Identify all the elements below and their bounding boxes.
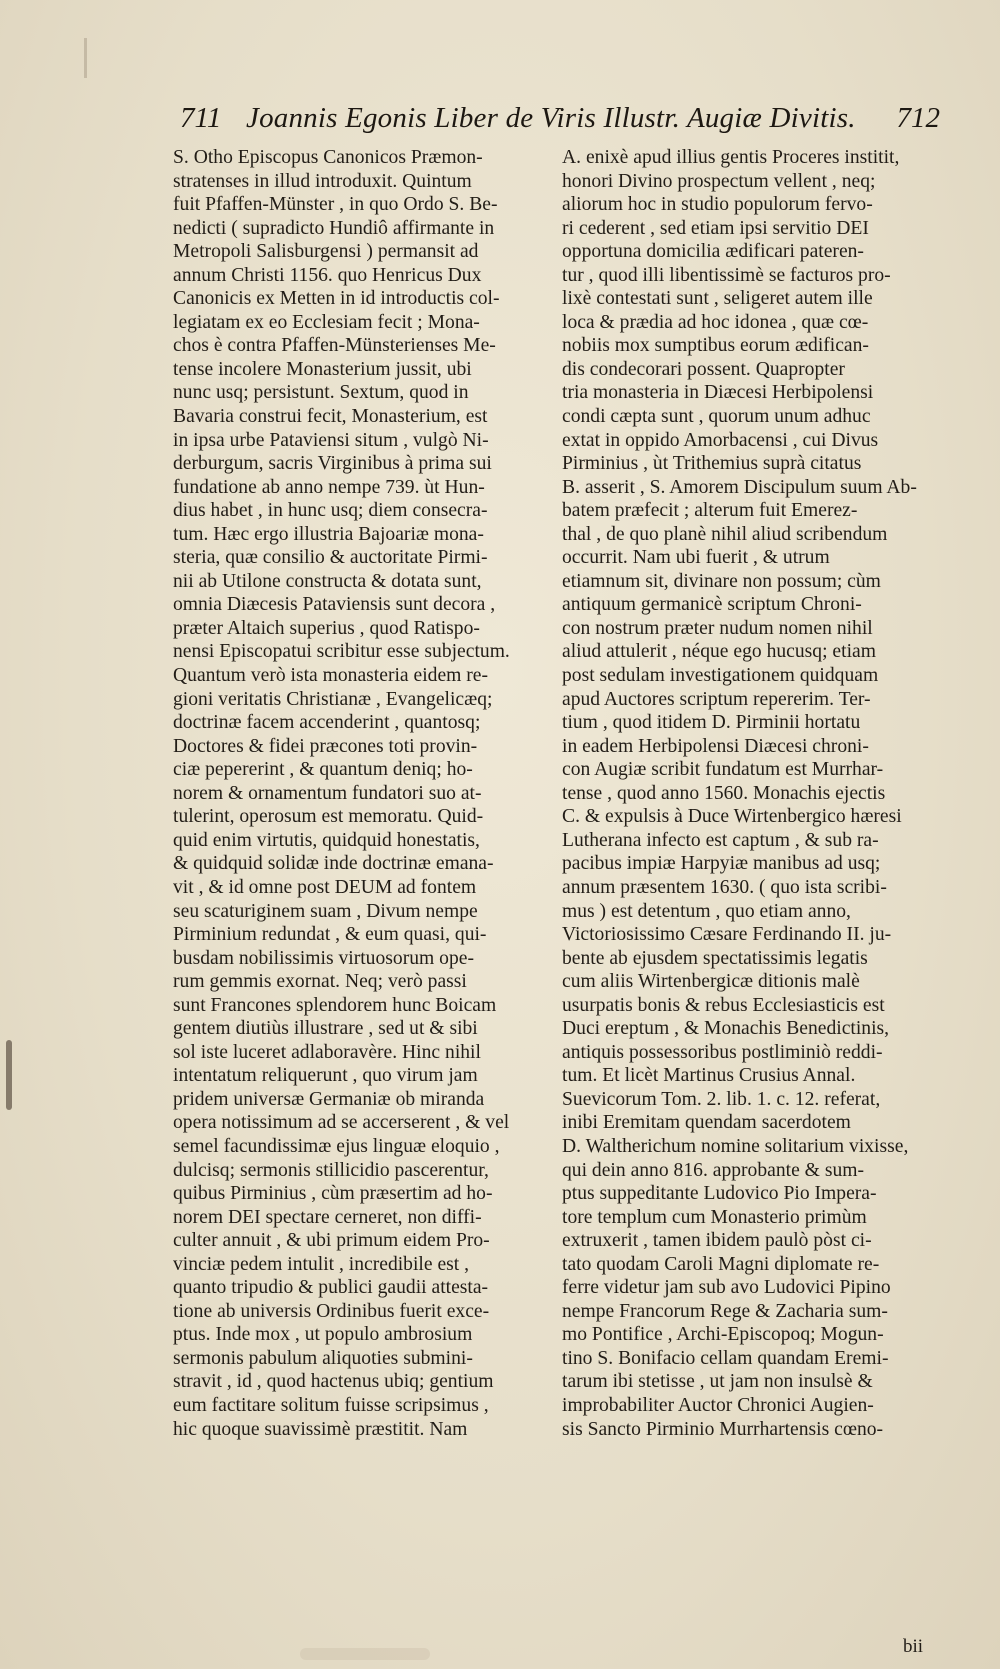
text-line: antiquis possessoribus postliminiò reddi- [562,1041,883,1063]
text-line: eum factitare solitum fuisse scripsimus , [173,1394,489,1416]
text-line: rum gemmis exornat. Neq; verò passi [173,971,467,993]
text-line: inibi Eremitam quendam sacerdotem [562,1112,851,1134]
text-line: tium , quod itidem D. Pirminii hortatu [562,712,861,734]
text-line: ferre videtur jam sub avo Ludovici Pipino [562,1277,891,1299]
text-line: norem & ornamentum fundatori suo at- [173,782,482,804]
text-line: honori Divino prospectum vellent , neq; [562,170,876,192]
text-line: nedicti ( supradicto Hundiô affirmante in [173,217,495,239]
text-line: Victoriosissimo Cæsare Ferdinando II. ju- [562,924,892,946]
text-line: norem DEI spectare cerneret, non diffi- [173,1206,482,1228]
text-line: Pirminius , ùt Trithemius suprà citatus [562,453,862,475]
page-edge-stain [6,1040,12,1110]
text-line: usurpatis bonis & rebus Ecclesiasticis est [562,994,885,1016]
text-line: chos è contra Pfaffen-Münsterienses Me- [173,335,496,357]
text-line: doctrinæ facem accenderint , quantosq; [173,712,481,734]
text-line: & quidquid solidæ inde doctrinæ emana- [173,853,494,875]
text-line: gioni veritatis Christianæ , Evangelicæq; [173,688,493,710]
text-line: Canonicis ex Metten in id introductis col- [173,288,500,310]
text-line: tore templum cum Monasterio primùm [562,1206,867,1228]
text-line: tarum ibi stetisse , ut jam non insulsè & [562,1371,873,1393]
text-line: Bavaria construi fecit, Monasterium, est [173,406,488,428]
page-number-right: 712 [896,102,940,134]
text-line: fuit Pfaffen-Münster , in quo Ordo S. Be- [173,194,498,216]
text-line: thal , de quo planè nihil aliud scribendum [562,523,888,545]
text-line: legiatam ex eo Ecclesiam fecit ; Mona- [173,311,480,333]
text-line: tur , quod illi libentissimè se facturos pro- [562,264,891,286]
text-line: vinciæ pedem intulit , incredibile est , [173,1253,470,1275]
text-line: stravit , id , quod hactenus ubiq; gentium [173,1371,494,1393]
text-line: mus ) est detentum , quo etiam anno, [562,900,851,922]
text-line: tione ab universis Ordinibus fuerit exce- [173,1300,490,1322]
text-line: in eadem Herbipolensi Diæcesi chroni- [562,735,869,757]
text-line: tulerint, operosum est memoratu. Quid- [173,806,484,828]
text-line: Lutherana infecto est captum , & sub ra- [562,829,879,851]
page-mark [84,38,87,78]
text-line: stratenses in illud introduxit. Quintum [173,170,472,192]
text-line: sermonis pabulum aliquoties submini- [173,1347,473,1369]
text-line: A. enixè apud illius gentis Proceres institit, [562,147,900,168]
text-line: occurrit. Nam ubi fuerit , & utrum [562,547,830,569]
text-line: quibus Pirminius , cùm præsertim ad ho- [173,1183,493,1205]
text-line: S. Otho Episcopus Canonicos Præmon- [173,147,483,168]
text-line: nii ab Utilone constructa & dotata sunt, [173,570,482,592]
text-line: ri cederent , sed etiam ipsi servitio DEI [562,217,869,239]
text-line: bente ab ejusdem spectatissimis legatis [562,947,868,969]
text-line: extat in oppido Amorbacensi , cui Divus [562,429,879,451]
text-line: Duci ereptum , & Monachis Benedictinis, [562,1018,890,1040]
text-line: opera notissimum ad se accerserent , & vel [173,1112,510,1134]
text-line: tino S. Bonifacio cellam quandam Eremi- [562,1347,889,1369]
text-line: Suevicorum Tom. 2. lib. 1. c. 12. referat, [562,1088,881,1110]
text-line: ciæ pepererint , & quantum deniq; ho- [173,759,473,781]
text-line: tum. Et licèt Martinus Crusius Annal. [562,1065,856,1087]
ink-smudge [300,1648,430,1660]
text-line: etiamnum sit, divinare non possum; cùm [562,570,881,592]
text-line: lixè contestati sunt , seligeret autem ille [562,288,873,310]
text-line: quid enim virtutis, quidquid honestatis, [173,829,480,851]
text-line: ptus suppeditante Ludovico Pio Impera- [562,1183,877,1205]
text-line: in ipsa urbe Pataviensi situm , vulgò Ni- [173,429,489,451]
text-line: dis condecorari possent. Quapropter [562,358,845,380]
text-line: hic quoque suavissimè præstitit. Nam [173,1418,468,1440]
text-line: culter annuit , & ubi primum eidem Pro- [173,1230,490,1252]
text-line: semel facundissimæ ejus linguæ eloquio , [173,1135,500,1157]
text-line: con Augiæ scribit fundatum est Murrhar- [562,759,884,781]
text-line: condi cæpta sunt , quorum unum adhuc [562,406,871,428]
text-line: opportuna domicilia ædificari pateren- [562,241,864,263]
text-line: annum Christi 1156. quo Henricus Dux [173,264,482,286]
text-line: steria, quæ consilio & auctoritate Pirmi- [173,547,488,569]
text-line: seu scaturiginem suam , Divum nempe [173,900,478,922]
text-line: vit , & id omne post DEUM ad fontem [173,876,477,898]
text-line: Pirminium redundat , & eum quasi, qui- [173,924,487,946]
text-line: nensi Episcopatui scribitur esse subjectum. [173,641,510,663]
text-line: extruxerit , tamen ibidem paulò pòst ci- [562,1230,872,1252]
text-line: annum præsentem 1630. ( quo ista scribi- [562,876,887,898]
text-line: C. & expulsis à Duce Wirtenbergico hæresi [562,806,902,828]
text-line: loca & prædia ad hoc idonea , quæ cœ- [562,311,869,333]
text-line: post sedulam investigationem quidquam [562,665,879,687]
text-line: derburgum, sacris Virginibus à prima sui [173,453,492,475]
text-line: tato quodam Caroli Magni diplomate re- [562,1253,880,1275]
text-line: gentem diutiùs illustrare , sed ut & sibi [173,1018,478,1040]
text-line: sol iste luceret adlaboravère. Hinc nihil [173,1041,481,1063]
text-line: quanto tripudio & publici gaudii attesta- [173,1277,489,1299]
text-line: intentatum reliquerunt , quo virum jam [173,1065,478,1087]
text-line: cum aliis Wirtenbergicæ ditionis malè [562,971,860,993]
text-line: tense incolere Monasterium jussit, ubi [173,358,472,380]
text-line: Quantum verò ista monasteria eidem re- [173,665,489,687]
left-text-column [173,146,561,1441]
text-line: mo Pontifice , Archi-Episcopoq; Mogun- [562,1324,884,1346]
text-line: nunc usq; persistunt. Sextum, quod in [173,382,469,404]
text-line: con nostrum præter nudum nomen nihil [562,617,873,639]
catchword: bii [903,1636,924,1657]
text-line: dius habet , in hunc usq; diem consecra- [173,500,488,522]
text-line: tria monasteria in Diæcesi Herbipolensi [562,382,874,404]
text-line: improbabiliter Auctor Chronici Augien- [562,1394,874,1416]
right-text-column [562,146,934,1441]
text-line: tense , quod anno 1560. Monachis ejectis [562,782,886,804]
text-line: aliorum hoc in studio populorum fervo- [562,194,873,216]
text-line: sunt Francones splendorem hunc Boicam [173,994,497,1016]
text-line: antiquum germanicè scriptum Chroni- [562,594,862,616]
running-header [180,102,940,142]
text-line: dulcisq; sermonis stillicidio pascerentur, [173,1159,489,1181]
text-line: nobiis mox sumptibus eorum ædifican- [562,335,869,357]
text-line: fundatione ab anno nempe 739. ùt Hun- [173,476,485,498]
text-line: nempe Francorum Rege & Zacharia sum- [562,1300,888,1322]
text-line: ptus. Inde mox , ut populo ambrosium [173,1324,473,1346]
text-line: pridem universæ Germaniæ ob miranda [173,1088,485,1110]
text-line: batem præfecit ; alterum fuit Emerez- [562,500,858,522]
text-line: B. asserit , S. Amorem Discipulum suum Ab- [562,476,917,498]
text-line: sis Sancto Pirminio Murrhartensis cœno- [562,1418,884,1440]
text-line: busdam nobilissimis virtuosorum ope- [173,947,474,969]
page-number-left: 711 [180,102,222,134]
text-line: tum. Hæc ergo illustria Bajoariæ mona- [173,523,484,545]
running-title: Joannis Egonis Liber de Viris Illustr. Augiæ Divitis. [246,102,856,134]
text-line: D. Waltherichum nomine solitarium vixisse, [562,1135,909,1157]
text-line: Metropoli Salisburgensi ) permansit ad [173,241,479,263]
text-line: qui dein anno 816. approbante & sum- [562,1159,865,1181]
text-line: pacibus impiæ Harpyiæ manibus ad usq; [562,853,881,875]
text-line: omnia Diæcesis Pataviensis sunt decora , [173,594,496,616]
text-line: aliud attulerit , néque ego hucusq; etiam [562,641,876,663]
text-line: apud Auctores scriptum repererim. Ter- [562,688,871,710]
text-line: Doctores & fidei præcones toti provin- [173,735,478,757]
text-line: præter Altaich superius , quod Ratispo- [173,617,480,639]
